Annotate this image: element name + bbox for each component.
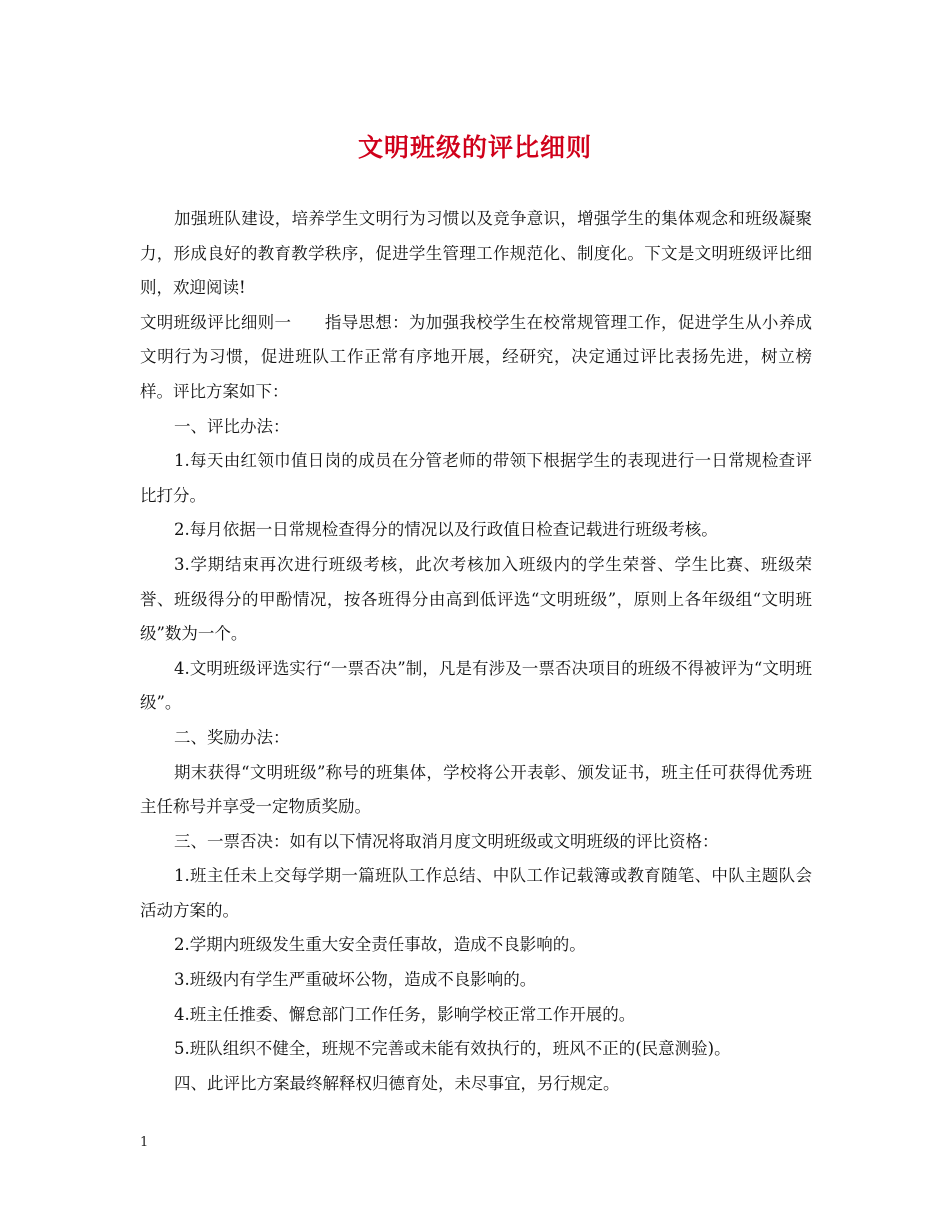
guiding-ideology-paragraph: 文明班级评比细则一 指导思想：为加强我校学生在校常规管理工作，促进学生从小养成文明行为习惯，促进班队工作正常有序地开展，经研究，决定通过评比表扬先进，树立榜样。评比方案如下： bbox=[140, 312, 812, 401]
page-number: 1 bbox=[140, 1135, 149, 1150]
section-heading-veto: 三、一票否决：如有以下情况将取消月度文明班级或文明班级的评比资格： bbox=[174, 831, 719, 851]
intro-paragraph: 加强班队建设，培养学生文明行为习惯以及竞争意识，增强学生的集体观念和班级凝聚力，形成良好的教育教学秩序，促进学生管理工作规范化、制度化。下文是文明班级评比细则，欢迎阅读! bbox=[140, 209, 812, 298]
veto-item-2: 2.学期内班级发生重大安全责任事故，造成不良影响的。 bbox=[174, 935, 586, 955]
veto-item-5: 5.班队组织不健全，班规不完善或未能有效执行的，班风不正的(民意测验)。 bbox=[174, 1039, 731, 1059]
veto-item-3: 3.班级内有学生严重破坏公物，造成不良影响的。 bbox=[174, 970, 537, 990]
veto-item-1: 1.班主任未上交每学期一篇班队工作总结、中队工作记载簿或教育随笔、中队主题队会活动方案的。 bbox=[140, 866, 812, 920]
evaluation-item-3: 3.学期结束再次进行班级考核，此次考核加入班级内的学生荣誉、学生比赛、班级荣誉、班级得分的甲酚情况，按各班得分由高到低评选“文明班级”，原则上各年级组“文明班级”数为一个。 bbox=[140, 554, 812, 644]
evaluation-item-2: 2.每月依据一日常规检查得分的情况以及行政值日检查记载进行班级考核。 bbox=[174, 520, 718, 540]
document-body bbox=[140, 202, 812, 1101]
section-heading-interpretation: 四、此评比方案最终解释权归德育处，未尽事宜，另行规定。 bbox=[174, 1073, 620, 1093]
section-heading-evaluation-method: 一、评比办法： bbox=[174, 416, 290, 436]
evaluation-item-1: 1.每天由红领巾值日岗的成员在分管老师的带领下根据学生的表现进行一日常规检查评比打分。 bbox=[140, 451, 812, 505]
veto-item-4: 4.班主任推委、懈怠部门工作任务，影响学校正常工作开展的。 bbox=[174, 1004, 636, 1024]
evaluation-item-4: 4.文明班级评选实行“一票否决”制，凡是有涉及一票否决项目的班级不得被评为“文明班级”。 bbox=[140, 658, 812, 713]
document-title: 文明班级的评比细则 bbox=[357, 133, 592, 162]
section-heading-reward-method: 二、奖励办法： bbox=[174, 727, 290, 747]
reward-paragraph: 期末获得“文明班级”称号的班集体，学校将公开表彰、颁发证书，班主任可获得优秀班主任称号并享受一定物质奖励。 bbox=[140, 762, 812, 817]
